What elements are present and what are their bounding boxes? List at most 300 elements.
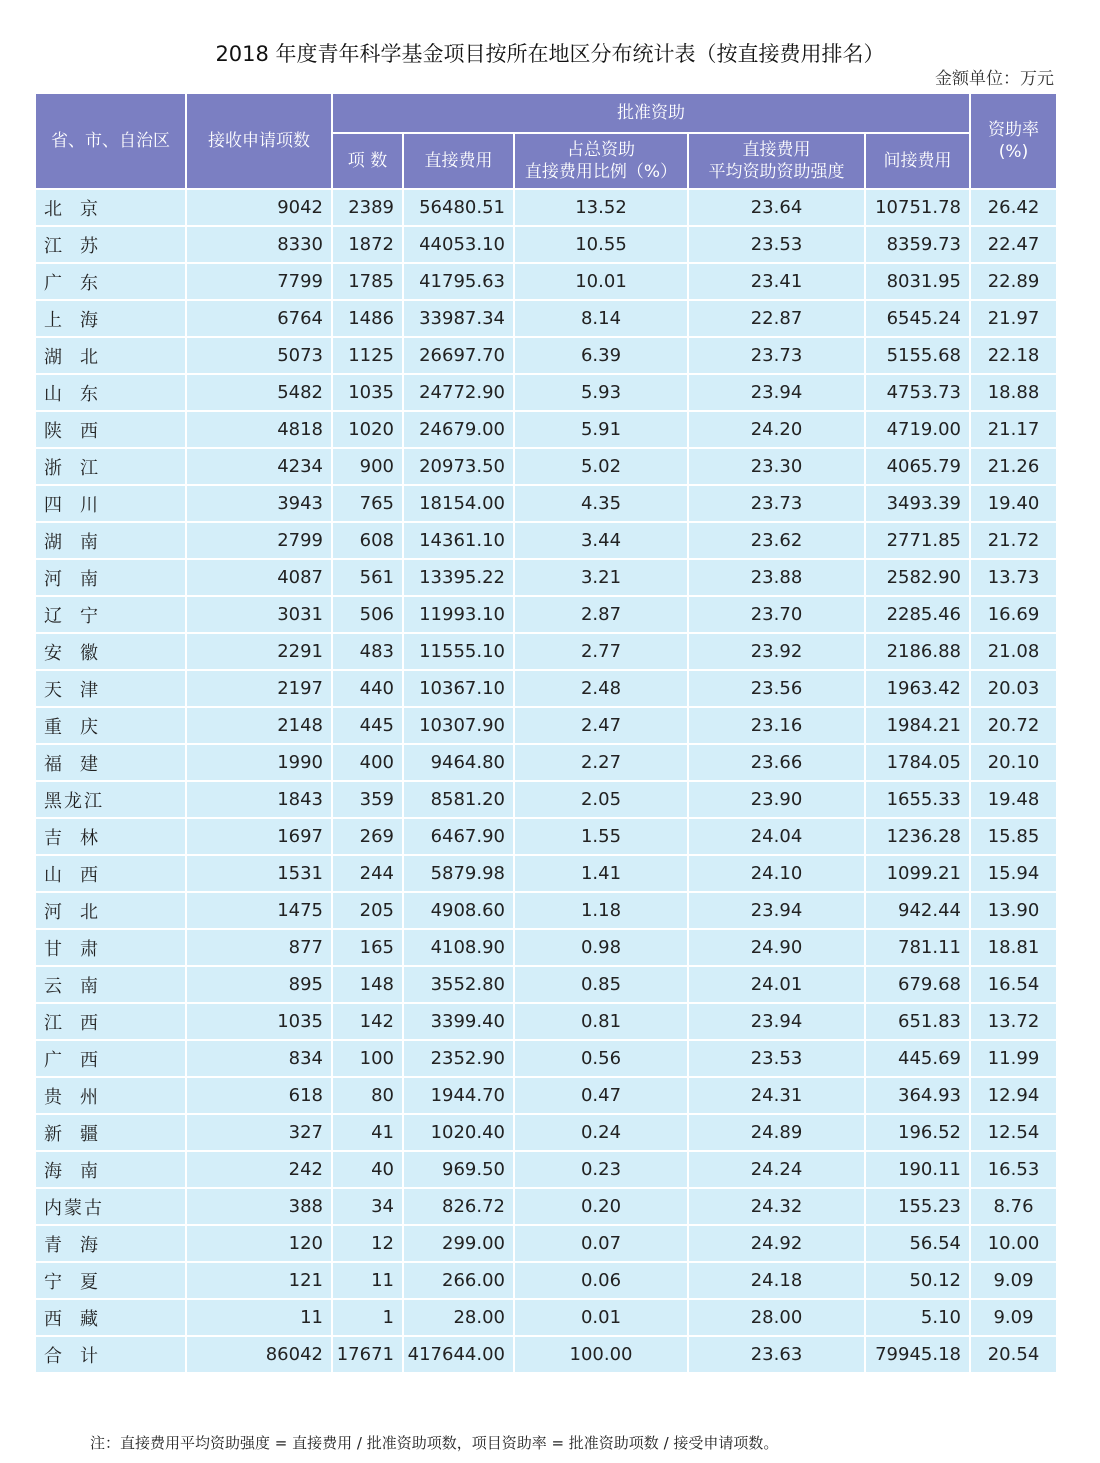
region-name-char: 甘 [44, 938, 64, 960]
cell-region [35, 1040, 186, 1077]
header-avg-line1: 直接费用 [742, 140, 811, 160]
header-avg [688, 133, 865, 189]
region-name-char: 吉 [44, 827, 64, 849]
cell-count: 41 [332, 1114, 403, 1151]
cell-region [35, 670, 186, 707]
region-name [44, 528, 100, 554]
cell-ratio: 0.01 [514, 1299, 688, 1336]
table-row [35, 818, 1057, 855]
table-row [35, 226, 1057, 263]
region-name [44, 1120, 100, 1146]
region-name-char: 海 [44, 1160, 64, 1182]
cell-rate: 21.17 [970, 411, 1057, 448]
cell-rate: 13.73 [970, 559, 1057, 596]
cell-direct: 2352.90 [403, 1040, 514, 1077]
cell-rate: 16.54 [970, 966, 1057, 1003]
cell-ratio: 2.48 [514, 670, 688, 707]
cell-rate: 22.47 [970, 226, 1057, 263]
cell-rate: 12.94 [970, 1077, 1057, 1114]
cell-indirect: 79945.18 [865, 1336, 970, 1373]
cell-indirect: 364.93 [865, 1077, 970, 1114]
region-name-char: 陕 [44, 420, 64, 442]
cell-indirect: 10751.78 [865, 189, 970, 226]
cell-region [35, 485, 186, 522]
cell-region [35, 855, 186, 892]
cell-direct: 4908.60 [403, 892, 514, 929]
cell-ratio: 2.77 [514, 633, 688, 670]
cell-avg: 23.73 [688, 485, 865, 522]
cell-indirect: 196.52 [865, 1114, 970, 1151]
region-name [44, 380, 100, 406]
cell-ratio: 10.01 [514, 263, 688, 300]
cell-indirect: 190.11 [865, 1151, 970, 1188]
cell-count: 483 [332, 633, 403, 670]
cell-direct: 299.00 [403, 1225, 514, 1262]
region-name-char: 辽 [44, 605, 64, 627]
cell-applications: 242 [186, 1151, 332, 1188]
cell-applications: 2291 [186, 633, 332, 670]
cell-count: 205 [332, 892, 403, 929]
region-name-char: 疆 [80, 1123, 100, 1145]
cell-rate: 15.94 [970, 855, 1057, 892]
cell-indirect: 445.69 [865, 1040, 970, 1077]
cell-indirect: 56.54 [865, 1225, 970, 1262]
cell-direct: 56480.51 [403, 189, 514, 226]
table-row [35, 633, 1057, 670]
region-name-char: 南 [80, 975, 100, 997]
cell-region [35, 1077, 186, 1114]
cell-direct: 13395.22 [403, 559, 514, 596]
cell-region [35, 1151, 186, 1188]
region-name-char: 浙 [44, 457, 64, 479]
cell-avg: 24.18 [688, 1262, 865, 1299]
region-name [44, 935, 100, 961]
region-name [44, 1305, 100, 1331]
table-row [35, 485, 1057, 522]
region-name [44, 1342, 100, 1368]
region-name-char: 海 [80, 309, 100, 331]
cell-applications: 1843 [186, 781, 332, 818]
region-name-char: 江 [44, 235, 64, 257]
cell-rate: 26.42 [970, 189, 1057, 226]
header-avg-line2: 平均资助资助强度 [708, 162, 845, 182]
region-name [44, 676, 100, 702]
region-name [44, 1268, 100, 1294]
cell-avg: 23.53 [688, 1040, 865, 1077]
region-name-char: 藏 [80, 1308, 100, 1330]
region-name-char: 东 [80, 272, 100, 294]
cell-avg: 23.41 [688, 263, 865, 300]
header-rate [970, 93, 1057, 189]
cell-avg: 24.24 [688, 1151, 865, 1188]
cell-indirect: 1784.05 [865, 744, 970, 781]
region-name [44, 898, 100, 924]
cell-applications: 5482 [186, 374, 332, 411]
cell-region [35, 1003, 186, 1040]
cell-direct: 44053.10 [403, 226, 514, 263]
table-row [35, 1225, 1057, 1262]
table-row [35, 1077, 1057, 1114]
cell-ratio: 0.85 [514, 966, 688, 1003]
cell-region [35, 818, 186, 855]
region-name-char: 林 [80, 827, 100, 849]
cell-count: 100 [332, 1040, 403, 1077]
cell-avg: 23.62 [688, 522, 865, 559]
cell-indirect: 1236.28 [865, 818, 970, 855]
cell-applications: 4818 [186, 411, 332, 448]
cell-ratio: 0.81 [514, 1003, 688, 1040]
cell-indirect: 3493.39 [865, 485, 970, 522]
cell-avg: 23.63 [688, 1336, 865, 1373]
cell-applications: 1475 [186, 892, 332, 929]
region-name-char: 海 [80, 1234, 100, 1256]
table-row [35, 448, 1057, 485]
cell-ratio: 0.23 [514, 1151, 688, 1188]
table-row [35, 559, 1057, 596]
cell-applications: 3943 [186, 485, 332, 522]
region-name-char: 广 [44, 272, 64, 294]
cell-rate: 20.72 [970, 707, 1057, 744]
cell-rate: 21.72 [970, 522, 1057, 559]
cell-avg: 23.66 [688, 744, 865, 781]
region-name [44, 713, 100, 739]
cell-indirect: 8031.95 [865, 263, 970, 300]
cell-count: 17671 [332, 1336, 403, 1373]
table-row [35, 596, 1057, 633]
cell-region [35, 707, 186, 744]
cell-count: 1125 [332, 337, 403, 374]
cell-direct: 10307.90 [403, 707, 514, 744]
cell-avg: 23.92 [688, 633, 865, 670]
cell-indirect: 6545.24 [865, 300, 970, 337]
cell-count: 40 [332, 1151, 403, 1188]
cell-region [35, 1262, 186, 1299]
region-name [44, 824, 100, 850]
cell-ratio: 8.14 [514, 300, 688, 337]
region-name-char: 青 [44, 1234, 64, 1256]
region-name [44, 306, 100, 332]
header-rate-line1: 资助率 [988, 120, 1039, 140]
cell-ratio: 10.55 [514, 226, 688, 263]
cell-indirect: 942.44 [865, 892, 970, 929]
footnote: 注：直接费用平均资助强度 = 直接费用 / 批准资助项数，项目资助率 = 批准资助项数 / 接受申请项数。 [90, 1434, 779, 1452]
cell-count: 2389 [332, 189, 403, 226]
cell-rate: 15.85 [970, 818, 1057, 855]
cell-indirect: 679.68 [865, 966, 970, 1003]
region-name [44, 1009, 100, 1035]
cell-applications: 895 [186, 966, 332, 1003]
region-name: 内蒙古 [44, 1197, 104, 1219]
table-row [35, 189, 1057, 226]
cell-direct: 826.72 [403, 1188, 514, 1225]
table-row [35, 744, 1057, 781]
table-row [35, 1003, 1057, 1040]
header-region: 省、市、自治区 [35, 93, 186, 189]
cell-avg: 23.88 [688, 559, 865, 596]
cell-direct: 41795.63 [403, 263, 514, 300]
region-name-char: 贵 [44, 1086, 64, 1108]
cell-region [35, 448, 186, 485]
header-count: 项 数 [332, 133, 403, 189]
cell-direct: 417644.00 [403, 1336, 514, 1373]
cell-ratio: 1.55 [514, 818, 688, 855]
cell-ratio: 5.91 [514, 411, 688, 448]
table-row [35, 1262, 1057, 1299]
region-name-char: 南 [80, 568, 100, 590]
cell-applications: 388 [186, 1188, 332, 1225]
cell-region [35, 226, 186, 263]
region-name-char: 南 [80, 531, 100, 553]
cell-rate: 22.18 [970, 337, 1057, 374]
cell-avg: 24.92 [688, 1225, 865, 1262]
cell-region [35, 892, 186, 929]
cell-region [35, 263, 186, 300]
cell-avg: 24.90 [688, 929, 865, 966]
table-row [35, 1040, 1057, 1077]
region-name [44, 454, 100, 480]
cell-avg: 24.20 [688, 411, 865, 448]
cell-count: 1020 [332, 411, 403, 448]
region-name [44, 972, 100, 998]
table-row [35, 966, 1057, 1003]
cell-applications: 6764 [186, 300, 332, 337]
cell-region [35, 300, 186, 337]
cell-ratio: 0.06 [514, 1262, 688, 1299]
cell-ratio: 0.07 [514, 1225, 688, 1262]
region-name-char: 东 [80, 383, 100, 405]
region-name [44, 1046, 100, 1072]
cell-direct: 26697.70 [403, 337, 514, 374]
cell-indirect: 1655.33 [865, 781, 970, 818]
cell-rate: 10.00 [970, 1225, 1057, 1262]
region-name-char: 徽 [80, 642, 100, 664]
cell-ratio: 5.02 [514, 448, 688, 485]
cell-region [35, 781, 186, 818]
cell-applications: 8330 [186, 226, 332, 263]
region-name-char: 河 [44, 568, 64, 590]
cell-ratio: 2.87 [514, 596, 688, 633]
table-row [35, 670, 1057, 707]
cell-applications: 11 [186, 1299, 332, 1336]
table-row [35, 855, 1057, 892]
cell-indirect: 50.12 [865, 1262, 970, 1299]
cell-avg: 23.73 [688, 337, 865, 374]
cell-direct: 8581.20 [403, 781, 514, 818]
cell-region [35, 633, 186, 670]
cell-count: 148 [332, 966, 403, 1003]
table-row [35, 1336, 1057, 1373]
cell-direct: 1944.70 [403, 1077, 514, 1114]
cell-region [35, 966, 186, 1003]
cell-region [35, 189, 186, 226]
cell-indirect: 5155.68 [865, 337, 970, 374]
cell-indirect: 4065.79 [865, 448, 970, 485]
table-row [35, 929, 1057, 966]
header-applications: 接收申请项数 [186, 93, 332, 189]
table-row [35, 374, 1057, 411]
cell-avg: 23.64 [688, 189, 865, 226]
table-row [35, 707, 1057, 744]
region-name-char: 山 [44, 864, 64, 886]
cell-direct: 10367.10 [403, 670, 514, 707]
page-title: 2018 年度青年科学基金项目按所在地区分布统计表（按直接费用排名） [215, 42, 885, 66]
cell-direct: 33987.34 [403, 300, 514, 337]
region-name-char: 计 [80, 1345, 100, 1367]
cell-rate: 21.08 [970, 633, 1057, 670]
cell-count: 440 [332, 670, 403, 707]
region-name [44, 343, 100, 369]
region-name-char: 河 [44, 901, 64, 923]
cell-rate: 13.72 [970, 1003, 1057, 1040]
cell-indirect: 2771.85 [865, 522, 970, 559]
cell-region [35, 559, 186, 596]
cell-region [35, 1336, 186, 1373]
cell-avg: 23.70 [688, 596, 865, 633]
region-name-char: 夏 [80, 1271, 100, 1293]
cell-rate: 20.54 [970, 1336, 1057, 1373]
cell-direct: 18154.00 [403, 485, 514, 522]
cell-direct: 11555.10 [403, 633, 514, 670]
region-name-char: 重 [44, 716, 64, 738]
region-name [44, 269, 100, 295]
region-name [44, 861, 100, 887]
region-name-char: 四 [44, 494, 64, 516]
cell-applications: 4234 [186, 448, 332, 485]
region-name [44, 639, 100, 665]
region-name-char: 西 [44, 1308, 64, 1330]
cell-count: 80 [332, 1077, 403, 1114]
cell-ratio: 0.56 [514, 1040, 688, 1077]
region-name-char: 州 [80, 1086, 100, 1108]
cell-direct: 6467.90 [403, 818, 514, 855]
region-name [44, 565, 100, 591]
cell-ratio: 3.21 [514, 559, 688, 596]
region-name [44, 417, 100, 443]
cell-region [35, 1299, 186, 1336]
cell-ratio: 0.98 [514, 929, 688, 966]
cell-rate: 16.69 [970, 596, 1057, 633]
cell-applications: 2148 [186, 707, 332, 744]
table-row [35, 522, 1057, 559]
cell-applications: 327 [186, 1114, 332, 1151]
cell-direct: 24679.00 [403, 411, 514, 448]
table-row [35, 337, 1057, 374]
cell-count: 1486 [332, 300, 403, 337]
region-name-char: 津 [80, 679, 100, 701]
region-name-char: 南 [80, 1160, 100, 1182]
table-row [35, 892, 1057, 929]
cell-rate: 9.09 [970, 1262, 1057, 1299]
cell-indirect: 1099.21 [865, 855, 970, 892]
cell-ratio: 100.00 [514, 1336, 688, 1373]
cell-applications: 5073 [186, 337, 332, 374]
cell-avg: 23.53 [688, 226, 865, 263]
cell-direct: 20973.50 [403, 448, 514, 485]
cell-ratio: 1.18 [514, 892, 688, 929]
cell-count: 506 [332, 596, 403, 633]
cell-applications: 1990 [186, 744, 332, 781]
cell-count: 608 [332, 522, 403, 559]
region-name [44, 602, 100, 628]
region-name [44, 1231, 100, 1257]
table-header [35, 93, 1057, 189]
cell-direct: 3552.80 [403, 966, 514, 1003]
cell-count: 12 [332, 1225, 403, 1262]
cell-rate: 18.88 [970, 374, 1057, 411]
region-name-char: 山 [44, 383, 64, 405]
cell-count: 359 [332, 781, 403, 818]
region-name-char: 北 [44, 198, 64, 220]
region-name [44, 1083, 100, 1109]
region-name-char: 川 [80, 494, 100, 516]
table-row [35, 300, 1057, 337]
cell-indirect: 2582.90 [865, 559, 970, 596]
region-name [44, 195, 100, 221]
cell-count: 269 [332, 818, 403, 855]
table-row [35, 1299, 1057, 1336]
cell-ratio: 4.35 [514, 485, 688, 522]
region-name-char: 新 [44, 1123, 64, 1145]
cell-applications: 877 [186, 929, 332, 966]
region-name-char: 庆 [80, 716, 100, 738]
region-name-char: 西 [80, 420, 100, 442]
region-name [44, 491, 100, 517]
cell-ratio: 0.47 [514, 1077, 688, 1114]
cell-indirect: 1963.42 [865, 670, 970, 707]
region-name-char: 安 [44, 642, 64, 664]
cell-rate: 20.10 [970, 744, 1057, 781]
cell-applications: 1697 [186, 818, 332, 855]
cell-applications: 121 [186, 1262, 332, 1299]
cell-count: 765 [332, 485, 403, 522]
table-body [35, 189, 1057, 1373]
cell-indirect: 8359.73 [865, 226, 970, 263]
cell-indirect: 155.23 [865, 1188, 970, 1225]
cell-avg: 24.01 [688, 966, 865, 1003]
cell-rate: 20.03 [970, 670, 1057, 707]
cell-avg: 23.90 [688, 781, 865, 818]
cell-indirect: 1984.21 [865, 707, 970, 744]
cell-applications: 4087 [186, 559, 332, 596]
cell-applications: 120 [186, 1225, 332, 1262]
cell-avg: 23.94 [688, 892, 865, 929]
region-name-char: 广 [44, 1049, 64, 1071]
cell-count: 445 [332, 707, 403, 744]
cell-indirect: 781.11 [865, 929, 970, 966]
cell-direct: 1020.40 [403, 1114, 514, 1151]
cell-rate: 11.99 [970, 1040, 1057, 1077]
cell-ratio: 3.44 [514, 522, 688, 559]
region-name-char: 江 [80, 457, 100, 479]
cell-count: 900 [332, 448, 403, 485]
cell-avg: 23.16 [688, 707, 865, 744]
cell-applications: 834 [186, 1040, 332, 1077]
region-name-char: 合 [44, 1345, 64, 1367]
cell-applications: 2197 [186, 670, 332, 707]
cell-indirect: 5.10 [865, 1299, 970, 1336]
cell-region [35, 374, 186, 411]
cell-avg: 24.31 [688, 1077, 865, 1114]
cell-count: 400 [332, 744, 403, 781]
region-name [44, 1157, 100, 1183]
cell-region [35, 596, 186, 633]
cell-avg: 23.30 [688, 448, 865, 485]
region-name-char: 上 [44, 309, 64, 331]
cell-region [35, 744, 186, 781]
cell-applications: 3031 [186, 596, 332, 633]
header-indirect: 间接费用 [865, 133, 970, 189]
cell-applications: 2799 [186, 522, 332, 559]
